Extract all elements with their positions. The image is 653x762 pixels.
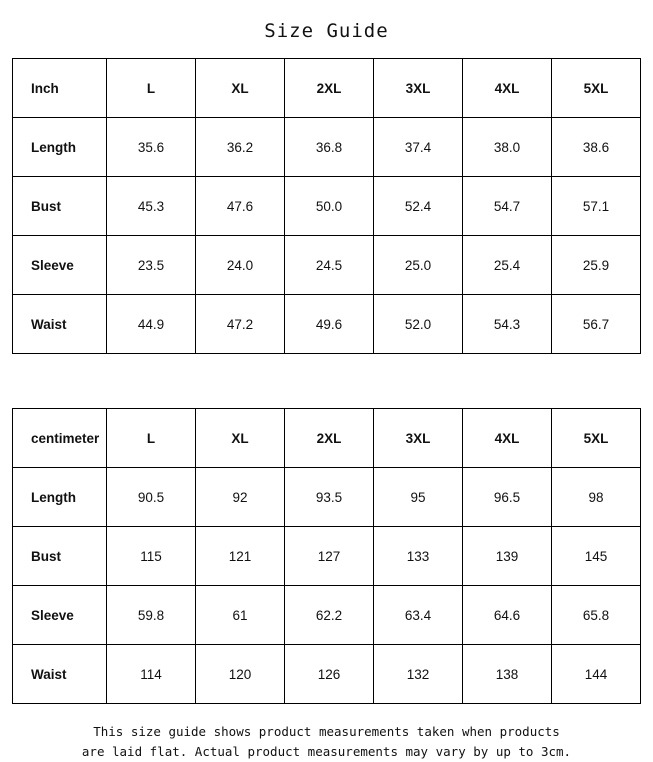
table-cell: 121 (196, 527, 285, 586)
tables-container (0, 58, 653, 704)
table-separator (12, 354, 641, 408)
table-cell: 25.0 (374, 236, 463, 295)
table-cell: 38.0 (463, 118, 552, 177)
table-cell: 49.6 (285, 295, 374, 354)
table-row (13, 236, 641, 295)
row-label: Length (13, 468, 107, 527)
table-cell: 54.7 (463, 177, 552, 236)
row-label: Sleeve (13, 586, 107, 645)
table-cell: 139 (463, 527, 552, 586)
table-cell: 98 (552, 468, 641, 527)
table-cell: 90.5 (107, 468, 196, 527)
table-cell: 25.9 (552, 236, 641, 295)
column-header: 4XL (463, 409, 552, 468)
table-cell: 45.3 (107, 177, 196, 236)
column-header: 5XL (552, 409, 641, 468)
centimeter-size-table (12, 408, 641, 704)
table-cell: 36.8 (285, 118, 374, 177)
table-cell: 25.4 (463, 236, 552, 295)
row-label: Bust (13, 177, 107, 236)
table-cell: 24.5 (285, 236, 374, 295)
table-cell: 95 (374, 468, 463, 527)
table-cell: 36.2 (196, 118, 285, 177)
footnote (0, 722, 653, 762)
table-cell: 126 (285, 645, 374, 704)
table-cell: 61 (196, 586, 285, 645)
table-cell: 115 (107, 527, 196, 586)
table-cell: 54.3 (463, 295, 552, 354)
table-row (13, 527, 641, 586)
table-cell: 132 (374, 645, 463, 704)
table-cell: 92 (196, 468, 285, 527)
footnote-line-1: This size guide shows product measurements taken when products (93, 724, 560, 739)
table-row (13, 118, 641, 177)
column-header: XL (196, 59, 285, 118)
table-cell: 93.5 (285, 468, 374, 527)
table-cell: 127 (285, 527, 374, 586)
column-header: 3XL (374, 409, 463, 468)
page-title: Size Guide (264, 20, 389, 42)
table-cell: 47.2 (196, 295, 285, 354)
table-row (13, 295, 641, 354)
column-header: L (107, 409, 196, 468)
column-header: 3XL (374, 59, 463, 118)
row-label: Length (13, 118, 107, 177)
row-label: Bust (13, 527, 107, 586)
table-cell: 63.4 (374, 586, 463, 645)
table-cell: 145 (552, 527, 641, 586)
column-header: 4XL (463, 59, 552, 118)
table-cell: 96.5 (463, 468, 552, 527)
inch-size-table (12, 58, 641, 354)
table-cell: 52.4 (374, 177, 463, 236)
table-row (13, 177, 641, 236)
table-cell: 47.6 (196, 177, 285, 236)
table-row (13, 586, 641, 645)
table-cell: 35.6 (107, 118, 196, 177)
table-cell: 59.8 (107, 586, 196, 645)
unit-label-inch: Inch (13, 59, 107, 118)
unit-label-centimeter: centimeter (13, 409, 107, 468)
table-cell: 57.1 (552, 177, 641, 236)
row-label: Sleeve (13, 236, 107, 295)
table-cell: 24.0 (196, 236, 285, 295)
row-label: Waist (13, 295, 107, 354)
column-header: 5XL (552, 59, 641, 118)
table-cell: 23.5 (107, 236, 196, 295)
table-cell: 64.6 (463, 586, 552, 645)
table-cell: 37.4 (374, 118, 463, 177)
table-row (13, 645, 641, 704)
table-cell: 65.8 (552, 586, 641, 645)
table-cell: 62.2 (285, 586, 374, 645)
table-cell: 120 (196, 645, 285, 704)
table-cell: 144 (552, 645, 641, 704)
table-header-row (13, 409, 641, 468)
table-cell: 52.0 (374, 295, 463, 354)
table-cell: 44.9 (107, 295, 196, 354)
column-header: 2XL (285, 409, 374, 468)
table-cell: 50.0 (285, 177, 374, 236)
footnote-line-2: are laid flat. Actual product measurements may vary by up to 3cm. (81, 744, 572, 759)
table-cell: 133 (374, 527, 463, 586)
column-header: 2XL (285, 59, 374, 118)
table-header-row (13, 59, 641, 118)
table-row (13, 468, 641, 527)
table-cell: 138 (463, 645, 552, 704)
column-header: XL (196, 409, 285, 468)
table-cell: 38.6 (552, 118, 641, 177)
column-header: L (107, 59, 196, 118)
table-cell: 114 (107, 645, 196, 704)
table-cell: 56.7 (552, 295, 641, 354)
row-label: Waist (13, 645, 107, 704)
